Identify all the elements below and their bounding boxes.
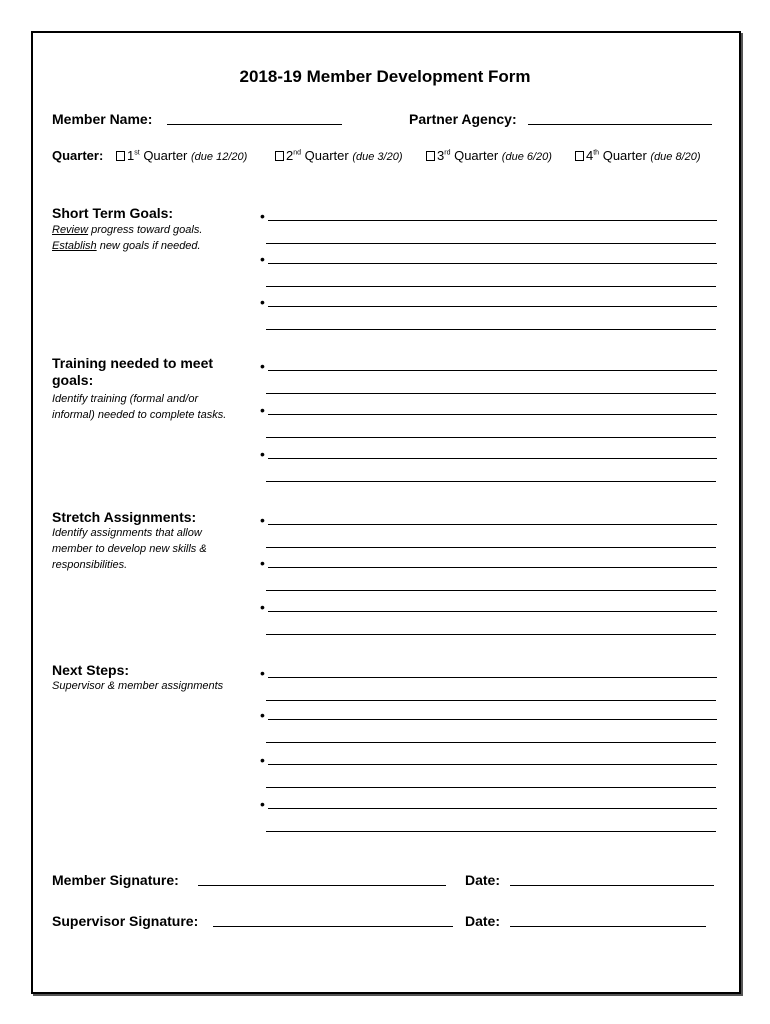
quarter-label: Quarter: <box>52 148 104 163</box>
answer-line[interactable] <box>266 286 716 287</box>
supervisor-date-label: Date: <box>465 913 501 929</box>
supervisor-date-field[interactable] <box>510 926 706 927</box>
answer-line[interactable] <box>266 831 716 832</box>
partner-agency-label: Partner Agency: <box>409 111 517 127</box>
answer-line[interactable] <box>266 481 716 482</box>
answer-line[interactable] <box>266 393 716 394</box>
member-date-field[interactable] <box>510 885 714 886</box>
stretch-assignments-title: Stretch Assignments: <box>52 509 197 525</box>
next-steps-title: Next Steps: <box>52 662 130 678</box>
answer-line[interactable] <box>266 742 716 743</box>
answer-line[interactable] <box>266 243 716 244</box>
quarter-option-2[interactable]: 2nd Quarter (due 3/20) <box>275 148 403 163</box>
answer-line[interactable] <box>268 220 717 221</box>
bullet-icon: • <box>260 358 265 374</box>
bullet-icon: • <box>260 251 265 267</box>
member-date-label: Date: <box>465 872 501 888</box>
answer-line[interactable] <box>268 458 717 459</box>
answer-line[interactable] <box>266 329 716 330</box>
supervisor-signature-field[interactable] <box>213 926 453 927</box>
form-title: 2018-19 Member Development Form <box>239 67 531 86</box>
answer-line[interactable] <box>268 677 717 678</box>
quarter-option-4[interactable]: 4th Quarter (due 8/20) <box>575 148 701 163</box>
next-steps-description: Supervisor & member assignments <box>52 680 224 692</box>
bullet-icon: • <box>260 752 265 768</box>
member-signature-label: Member Signature: <box>52 872 179 888</box>
answer-line[interactable] <box>268 370 717 371</box>
stretch-assignments-description: Identify assignments that allow member to develop new skills & responsibilities. <box>52 527 207 571</box>
answer-line[interactable] <box>266 787 716 788</box>
quarter-option-1[interactable]: 1st Quarter (due 12/20) <box>116 148 247 163</box>
quarter-option-3[interactable]: 3rd Quarter (due 6/20) <box>426 148 552 163</box>
answer-line[interactable] <box>266 590 716 591</box>
short-term-goals-title: Short Term Goals: <box>52 205 174 221</box>
supervisor-signature-label: Supervisor Signature: <box>52 913 199 929</box>
answer-line[interactable] <box>268 524 717 525</box>
answer-line[interactable] <box>268 719 717 720</box>
checkbox-icon[interactable] <box>275 151 284 161</box>
training-title: Training needed to meet goals: <box>52 355 214 388</box>
bullet-icon: • <box>260 294 265 310</box>
answer-line[interactable] <box>268 567 717 568</box>
answer-line[interactable] <box>268 764 717 765</box>
bullet-icon: • <box>260 665 265 681</box>
answer-line[interactable] <box>266 437 716 438</box>
answer-line[interactable] <box>268 808 717 809</box>
answer-line[interactable] <box>266 700 716 701</box>
bullet-icon: • <box>260 208 265 224</box>
answer-line[interactable] <box>268 263 717 264</box>
member-name-field[interactable] <box>167 124 342 125</box>
answer-line[interactable] <box>266 634 716 635</box>
bullet-icon: • <box>260 512 265 528</box>
checkbox-icon[interactable] <box>116 151 125 161</box>
bullet-icon: • <box>260 599 265 615</box>
answer-line[interactable] <box>268 306 717 307</box>
answer-line[interactable] <box>266 547 716 548</box>
checkbox-icon[interactable] <box>575 151 584 161</box>
bullet-icon: • <box>260 446 265 462</box>
training-description: Identify training (formal and/or informal) needed to complete tasks. <box>52 393 227 421</box>
short-term-goals-description: Review progress toward goals. Establish new goals if needed. <box>52 224 203 252</box>
member-signature-field[interactable] <box>198 885 446 886</box>
bullet-icon: • <box>260 707 265 723</box>
bullet-icon: • <box>260 555 265 571</box>
bullet-icon: • <box>260 796 265 812</box>
partner-agency-field[interactable] <box>528 124 712 125</box>
answer-line[interactable] <box>268 611 717 612</box>
member-name-label: Member Name: <box>52 111 153 127</box>
bullet-icon: • <box>260 402 265 418</box>
checkbox-icon[interactable] <box>426 151 435 161</box>
answer-line[interactable] <box>268 414 717 415</box>
